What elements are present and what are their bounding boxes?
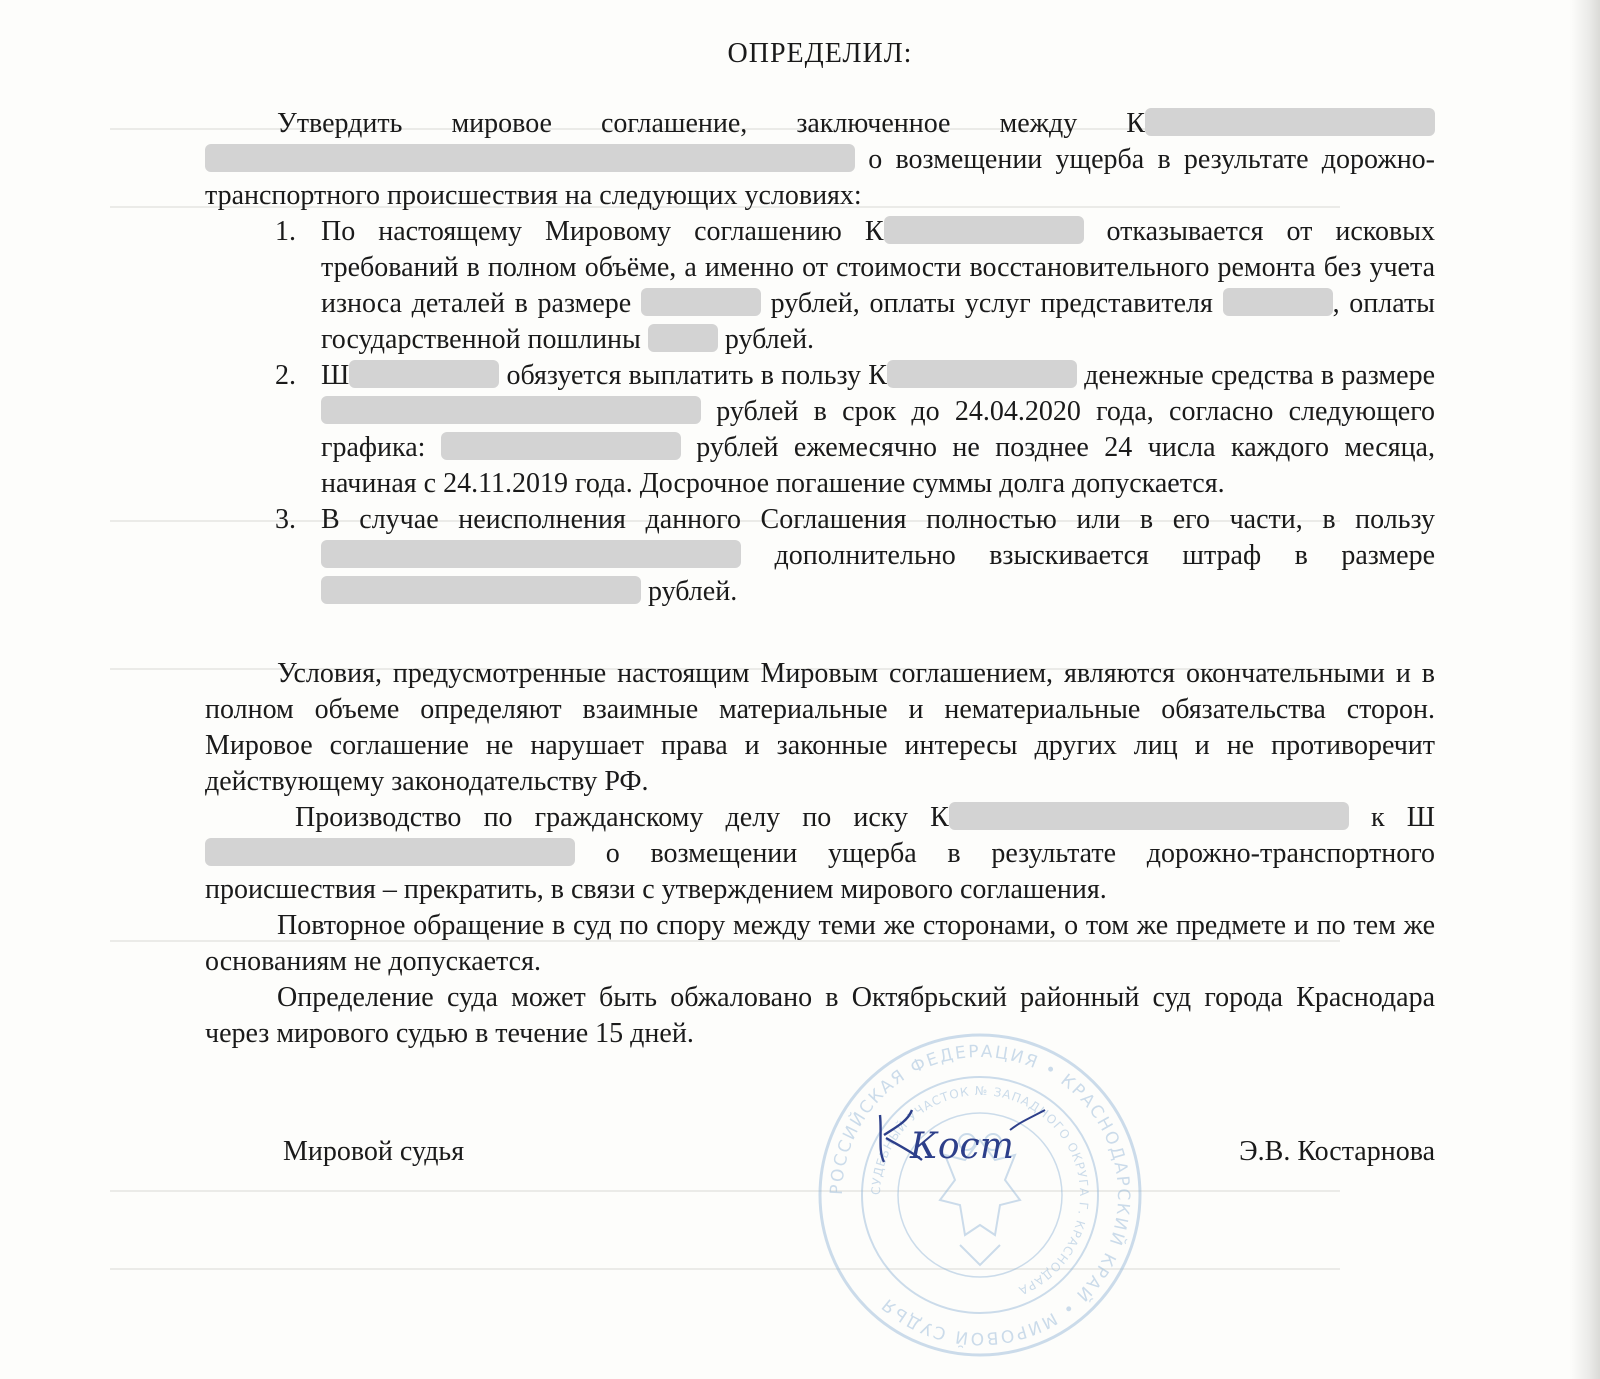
redacted-amount [1223, 288, 1333, 316]
judge-role: Мировой судья [283, 1136, 465, 1167]
signature-text: Кост [910, 1126, 1014, 1167]
conditions-list [205, 214, 1435, 610]
document-body [205, 36, 1435, 1052]
redacted-name [349, 360, 499, 388]
redacted-amount [648, 324, 718, 352]
redacted-name [887, 360, 1077, 388]
redacted-name [949, 802, 1349, 830]
redacted-amount [321, 396, 701, 424]
scan-edge [1570, 0, 1600, 1379]
redacted-name [205, 144, 855, 172]
list-item: 2. Ш обязуется выплатить в пользу К денежные средства в размере рублей в срок до 24.04.2020 года, согласно следующего графика: рублей ежемесячно не позднее 24 числа каждого месяца, начиная с 24.11.2019 года. Досрочное погашение суммы долга допускается. [275, 360, 1435, 499]
appeal-paragraph: Определение суда может быть обжаловано в Октябрьский районный суд города Краснодара через мирового судью в течение 15 дней. [205, 982, 1435, 1049]
termination-paragraph: Производство по гражданскому делу по иску К к Ш о возмещении ущерба в результате дорожно-транспортного происшествия – прекратить, в связи с утверждением мирового соглашения. [205, 802, 1435, 905]
list-item: 1. По настоящему Мировому соглашению К отказывается от исковых требований в полном объёме, а именно от стоимости восстановительного ремонта без учета износа деталей в размере рублей, оплаты услуг представителя , оплаты государственной пошлины рублей. [275, 216, 1435, 355]
redacted-amount [321, 576, 641, 604]
bleed-through-line [110, 1268, 1340, 1270]
list-item: 3. В случае неисполнения данного Соглашения полностью или в его части, в пользу дополнительно взыскивается штраф в размере рублей. [275, 504, 1435, 607]
repeat-paragraph: Повторное обращение в суд по спору между теми же сторонами, о том же предмете и по тем же основаниям не допускается. [205, 910, 1435, 977]
conditions-paragraph: Условия, предусмотренные настоящим Мировым соглашением, являются окончательными и в полном объеме определяют взаимные материальные и нематериальные обязательства сторон. Мировое соглашение не нарушает права и законные интересы других лиц и не противоречит действующему законодательству РФ. [205, 658, 1435, 797]
seal-inner-text: СУДЕБНЫЙ УЧАСТОК № ЗАПАДНОГО ОКРУГА Г. КРАСНОДАРА [868, 1083, 1092, 1298]
redacted-name [205, 838, 575, 866]
bleed-through-line [110, 1190, 1340, 1192]
seal-outer-text: РОССИЙСКАЯ ФЕДЕРАЦИЯ • КРАСНОДАРСКИЙ КРАЙ • МИРОВОЙ СУДЬЯ [826, 1041, 1134, 1349]
judge-name: Э.В. Костарнова [1239, 1136, 1435, 1167]
handwritten-signature [860, 1080, 1060, 1180]
page-title: ОПРЕДЕЛИЛ: [727, 38, 913, 69]
intro-paragraph: Утвердить мировое соглашение, заключенное между К о возмещении ущерба в результате дорожно-транспортного происшествия на следующих условиях: [205, 108, 1435, 211]
redacted-name [1145, 108, 1435, 136]
redacted-amount [641, 288, 761, 316]
redacted-name [321, 540, 741, 568]
redacted-amount [441, 432, 681, 460]
redacted-name [884, 216, 1084, 244]
